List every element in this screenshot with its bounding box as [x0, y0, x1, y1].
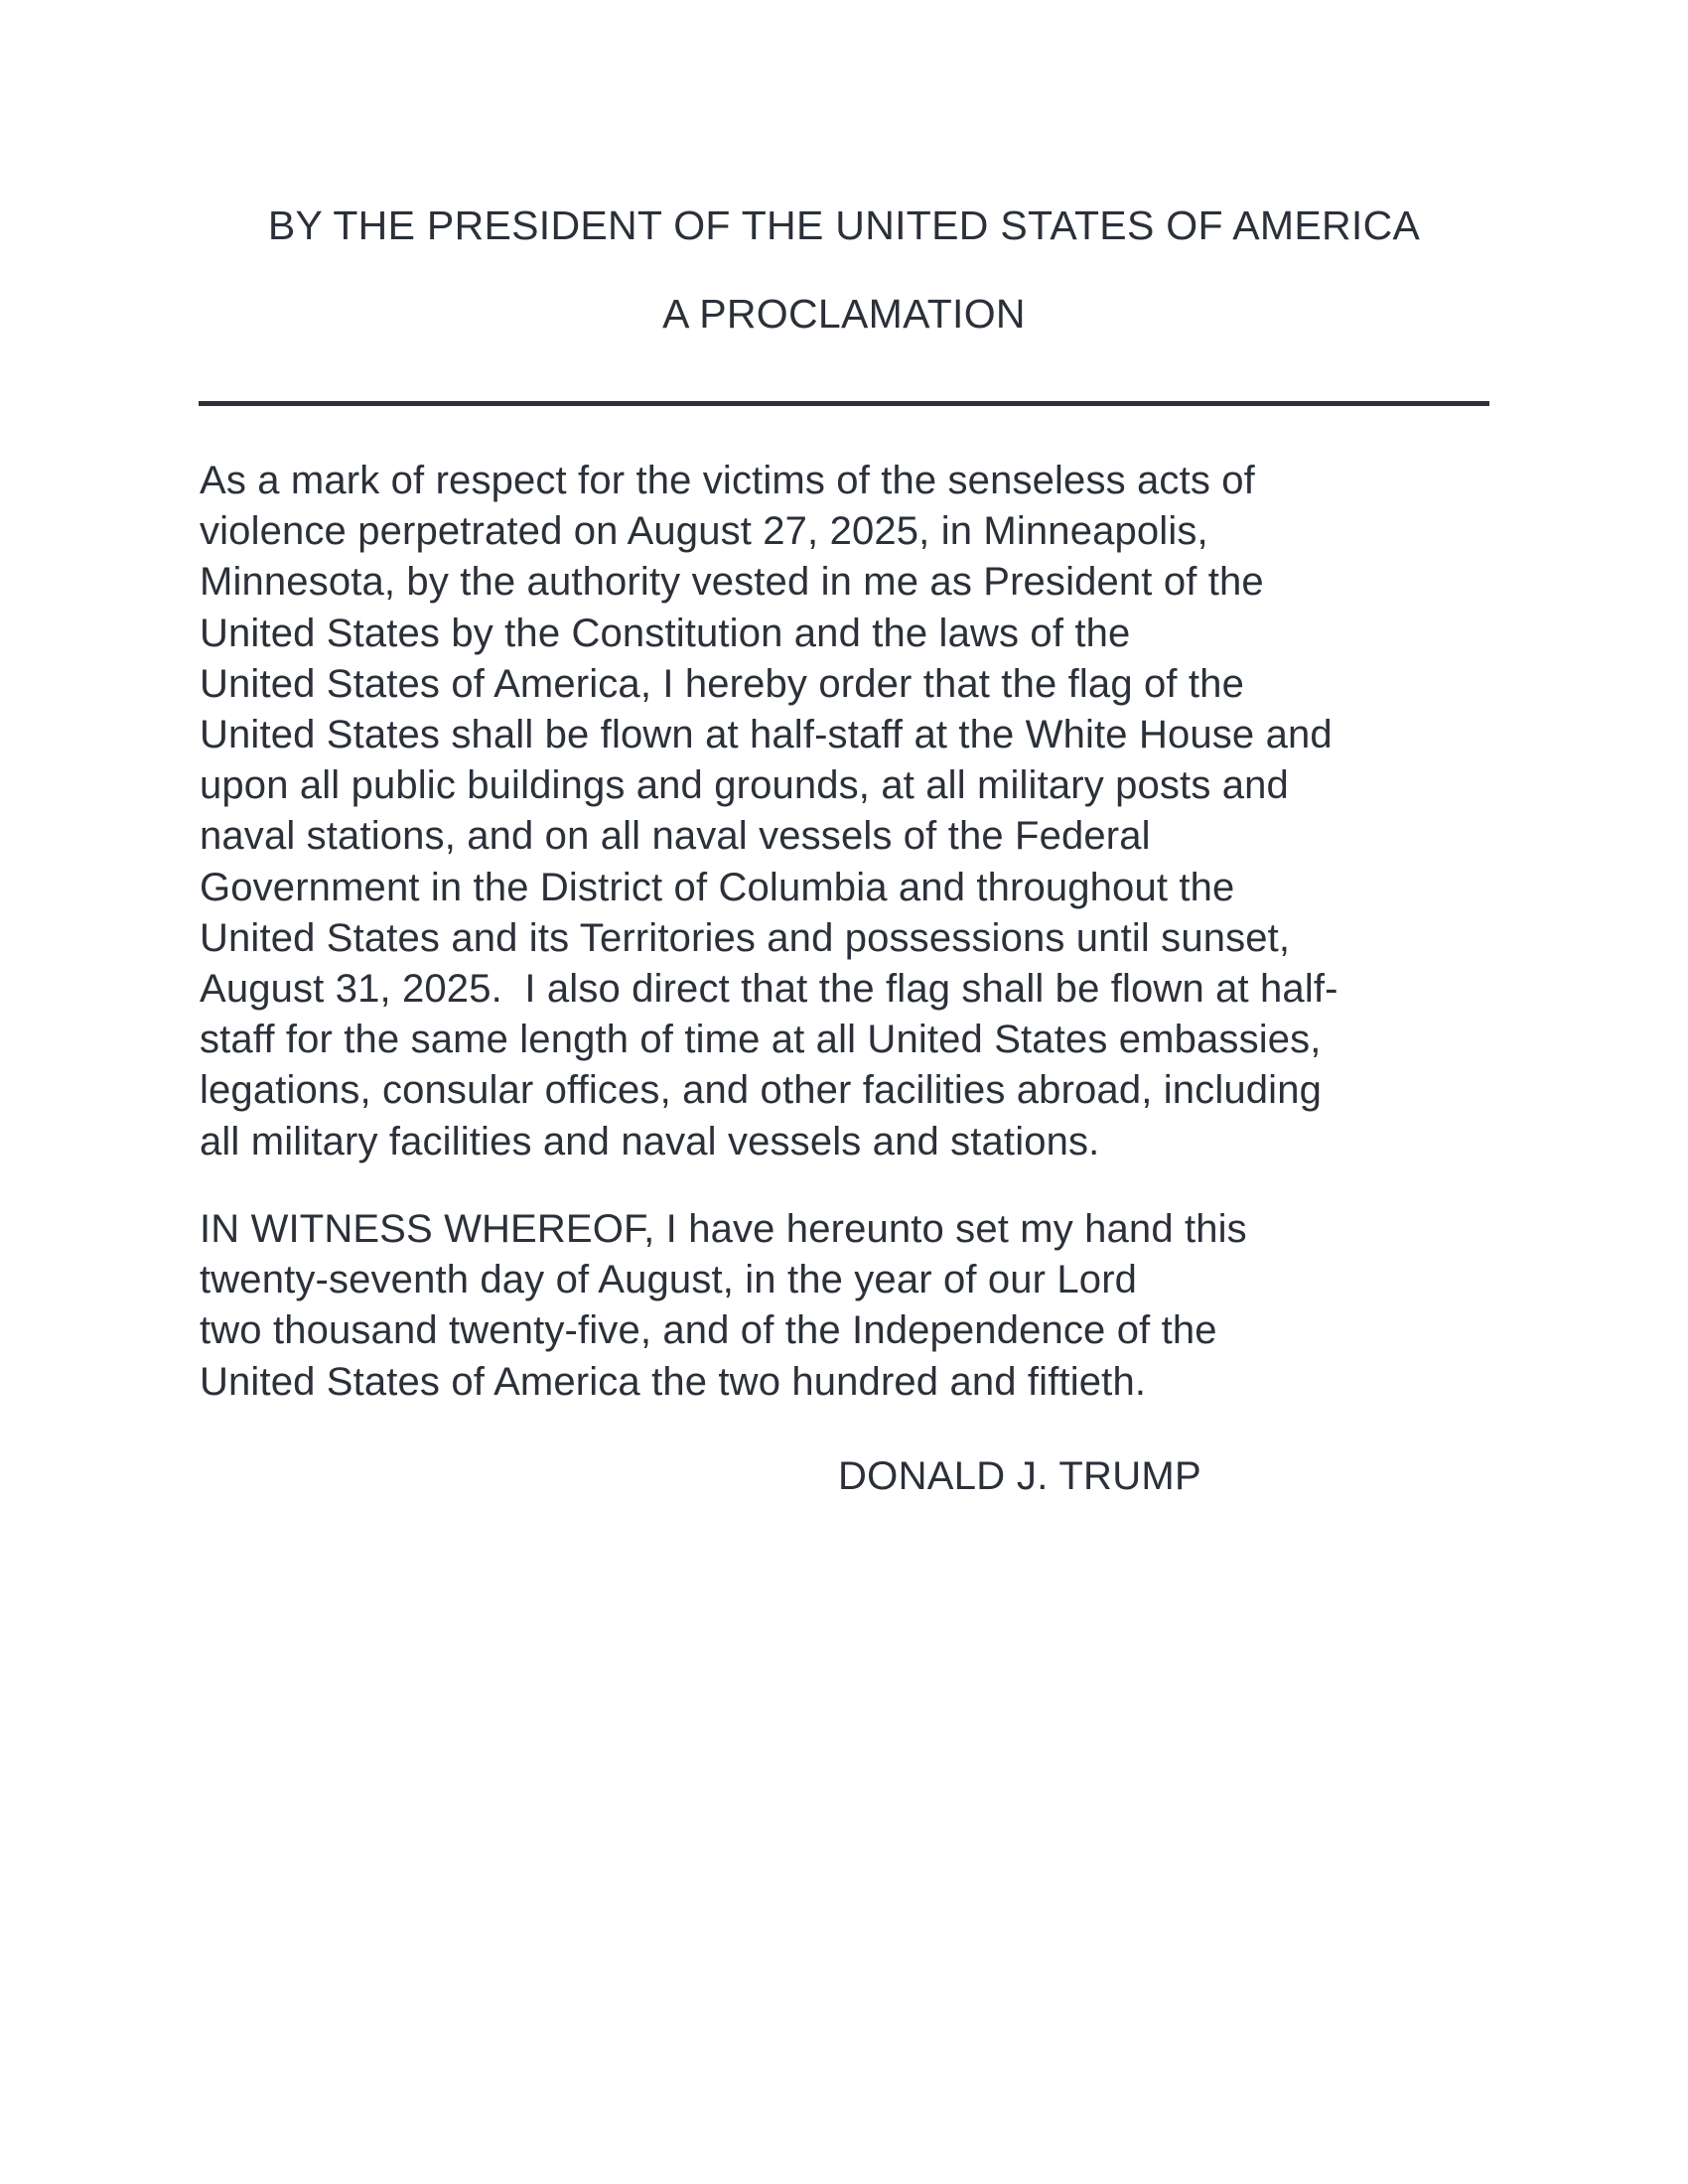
- text-line: United States of America, I hereby order that the flag of the: [200, 661, 1244, 706]
- text-line: United States and its Territories and possessions until sunset,: [200, 915, 1291, 960]
- text-line: twenty-seventh day of August, in the year of our Lord: [200, 1258, 1138, 1302]
- witness-paragraph: [200, 1204, 1510, 1408]
- text-line: Government in the District of Columbia and throughout the: [200, 865, 1235, 909]
- text-line: two thousand twenty-five, and of the Independence of the: [200, 1308, 1217, 1353]
- text-line: United States shall be flown at half-staff at the White House and: [200, 713, 1333, 757]
- text-line: legations, consular offices, and other facilities abroad, including: [200, 1068, 1322, 1113]
- text-line: As a mark of respect for the victims of the senseless acts of: [200, 459, 1255, 502]
- text-line: August 31, 2025. I also direct that the flag shall be flown at half-: [200, 967, 1338, 1012]
- signature-name: DONALD J. TRUMP: [838, 1454, 1202, 1498]
- text-line: naval stations, and on all naval vessels of the Federal: [200, 814, 1151, 859]
- horizontal-divider: [199, 401, 1489, 406]
- text-line: United States of America the two hundred and fiftieth.: [200, 1359, 1147, 1404]
- text-line: IN WITNESS WHEREOF, I have hereunto set my hand this: [200, 1207, 1247, 1251]
- text-line: violence perpetrated on August 27, 2025, in Minneapolis,: [200, 509, 1208, 554]
- body-paragraph: [200, 456, 1510, 1167]
- text-line: upon all public buildings and grounds, at all military posts and: [200, 763, 1289, 808]
- document-subheading: A PROCLAMATION: [662, 291, 1026, 337]
- text-line: United States by the Constitution and the laws of the: [200, 611, 1131, 655]
- document-heading: BY THE PRESIDENT OF THE UNITED STATES OF AMERICA: [267, 203, 1421, 248]
- text-line: all military facilities and naval vessels and stations.: [200, 1119, 1100, 1163]
- text-line: Minnesota, by the authority vested in me as President of the: [200, 560, 1264, 605]
- text-line: staff for the same length of time at all United States embassies,: [200, 1018, 1322, 1062]
